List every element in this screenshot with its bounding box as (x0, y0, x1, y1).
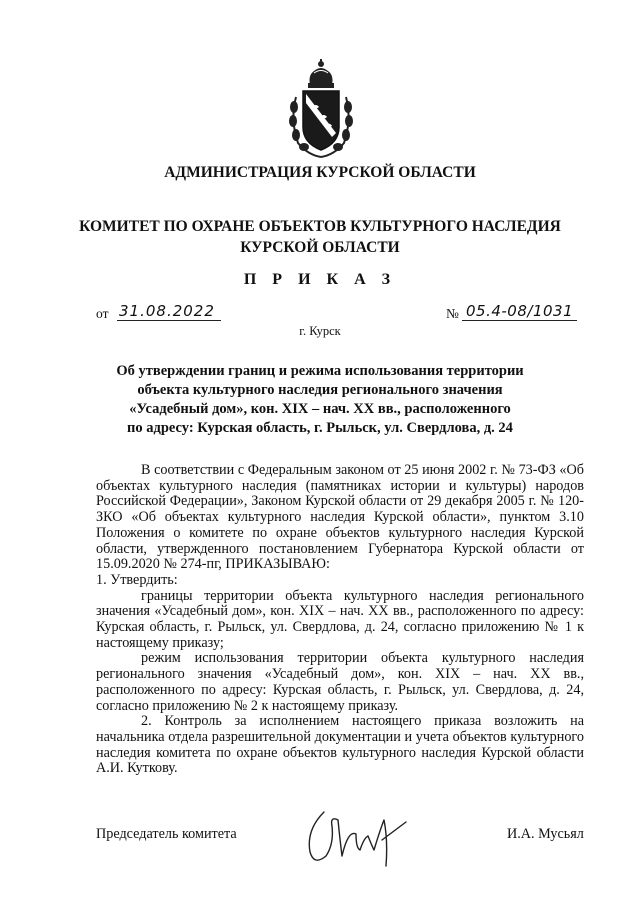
date-value: 31.08.2022 (117, 302, 221, 321)
committee-line-1: КОМИТЕТ ПО ОХРАНЕ ОБЪЕКТОВ КУЛЬТУРНОГО НАСЛЕДИЯ (79, 218, 561, 235)
order-body (96, 463, 584, 777)
title-line-1: Об утверждении границ и режима использования территории (116, 363, 524, 379)
order-title (0, 362, 640, 438)
title-line-2: объекта культурного наследия регионального значения (137, 382, 503, 398)
signatory-position: Председатель комитета (96, 826, 237, 842)
body-paragraph-preamble: В соответствии с Федеральным законом от 25 июня 2002 г. № 73-ФЗ «Об объектах культурного наследия (памятниках истории и культуры) народов Российской Федерации», Законом Курской области от 29 декабря 2005 г. № 120-ЗКО «Об объектах культурного наследия Курской области», пунктом 3.10 Положения о комитете по охране объектов культурного наследия Курской области, утвержденного постановлением Губернатора Курской области от 15.09.2020 № 274-пг, ПРИКАЗЫВАЮ: (96, 462, 584, 573)
city-label: г. Курск (299, 324, 341, 338)
body-paragraph-regime: режим использования территории объекта культурного наследия регионального значения «Усадебный дом», кон. XIX – нач. XX вв., расположенного по адресу: Курская область, г. Рыльск, ул. Свердлова, д. 24, согласно приложению № 2 к настоящему приказу. (96, 650, 584, 714)
document-type: П Р И К А З (243, 271, 397, 288)
committee-heading (0, 216, 640, 258)
committee-line-2: КУРСКОЙ ОБЛАСТИ (240, 239, 400, 256)
date-label: от (96, 306, 109, 321)
body-paragraph-item-2: 2. Контроль за исполнением настоящего приказа возложить на начальника отдела разрешительной документации и учета объектов культурного наследия комитета по охране объектов культурного наследия Курской области А.И. Куткову. (96, 713, 584, 777)
number-value: 05.4-08/1031 (462, 302, 577, 321)
kursk-coat-of-arms-icon (286, 55, 356, 160)
body-paragraph-item-1: 1. Утвердить: (96, 571, 178, 588)
body-paragraph-boundaries: границы территории объекта культурного наследия регионального значения «Усадебный дом», кон. XIX – нач. XX вв., расположенного по адресу: Курская область, г. Рыльск, ул. Свердлова, д. 24, согласно приложению № 1 к настоящему приказу; (96, 587, 584, 651)
number-label: № (446, 306, 459, 321)
signatory-name: И.А. Мусьял (507, 826, 584, 842)
administration-heading: АДМИНИСТРАЦИЯ КУРСКОЙ ОБЛАСТИ (164, 164, 476, 181)
title-line-4: по адресу: Курская область, г. Рыльск, ул. Свердлова, д. 24 (127, 420, 513, 436)
title-line-3: «Усадебный дом», кон. XIX – нач. XX вв., расположенного (129, 401, 511, 417)
handwritten-signature-icon (302, 800, 422, 870)
